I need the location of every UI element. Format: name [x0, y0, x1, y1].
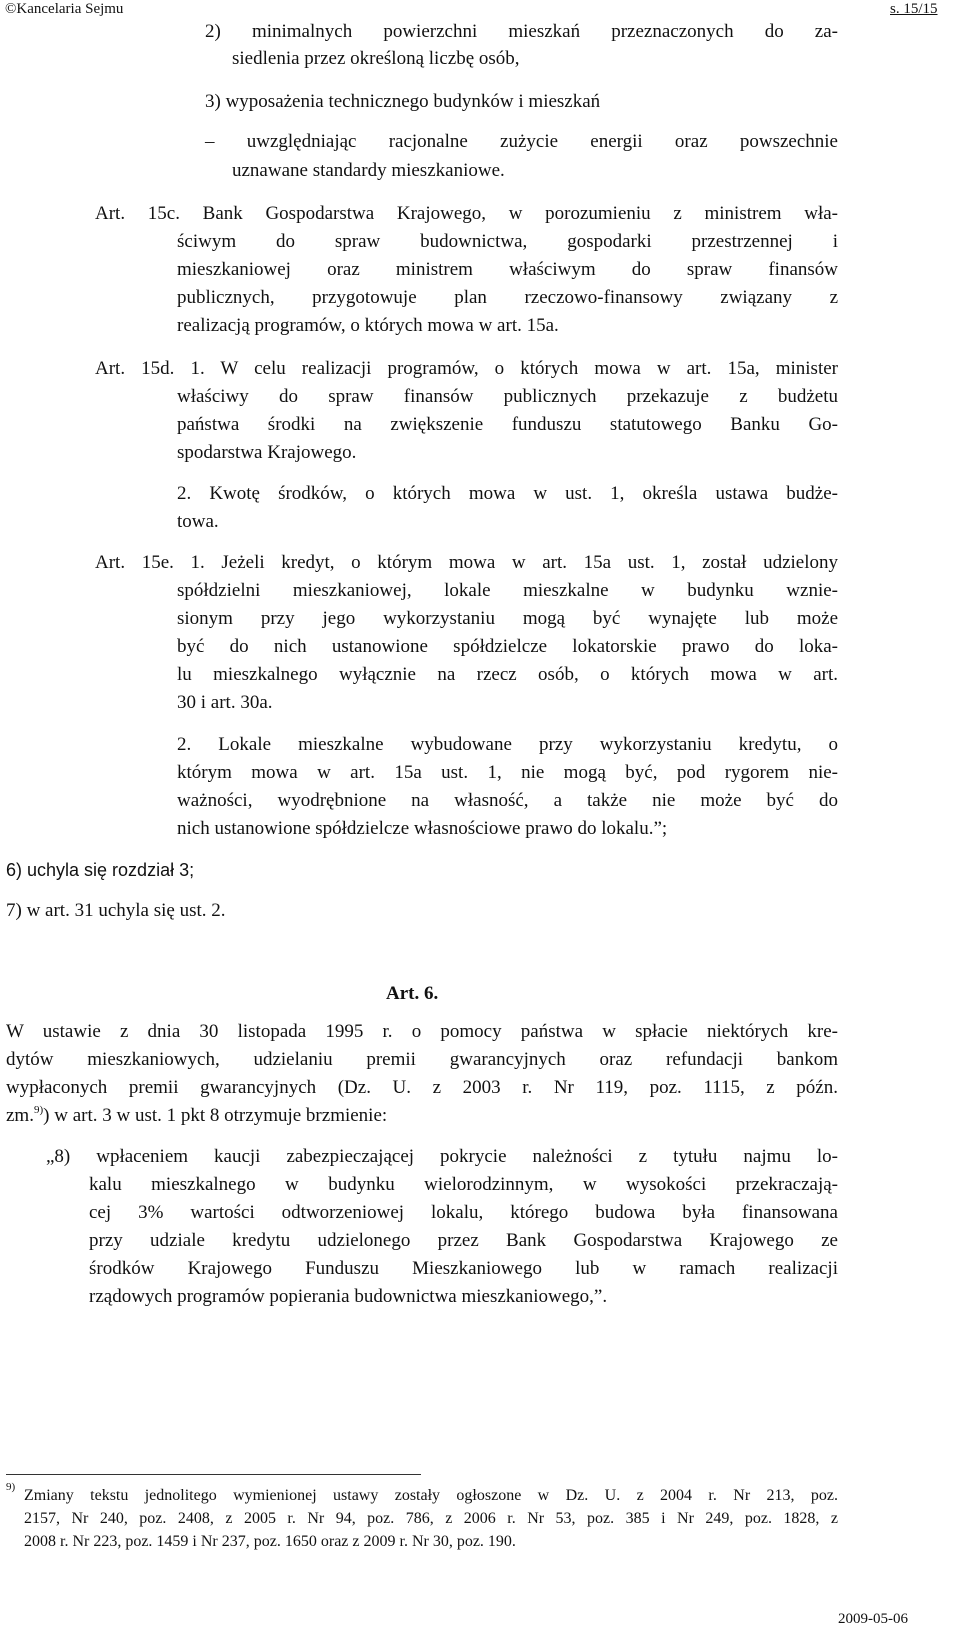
art-15d-line-1: Art. 15d. 1. W celu realizacji programów, o których mowa w art. 15a, minister: [95, 358, 838, 379]
page-number: s. 15/15: [890, 1, 938, 17]
quote-line-2: kalu mieszkalnego w budynku wielorodzinnym, w wysokości przekraczają-: [89, 1174, 838, 1195]
art-6-line-4: [6, 1104, 387, 1130]
footnote-divider: [6, 1474, 421, 1475]
art-6-line-4-end: ) w art. 3 w ust. 1 pkt 8 otrzymuje brzmienie:: [43, 1105, 388, 1126]
item-7: 7) w art. 31 uchyla się ust. 2.: [6, 900, 226, 921]
art-15e-line-2: spółdzielni mieszkaniowej, lokale mieszkalne w budynku wznie-: [177, 580, 838, 601]
art-15c-line-5: realizacją programów, o których mowa w art. 15a.: [177, 315, 559, 336]
art-6-line-2: dytów mieszkaniowych, udzielaniu premii gwarancyjnych oraz refundacji bankom: [6, 1049, 838, 1070]
footnote-marker: 9): [6, 1481, 16, 1493]
art-6-heading: Art. 6.: [386, 983, 439, 1004]
item-6: 6) uchyla się rozdział 3;: [6, 860, 195, 880]
art-15d-para-2-line-2: towa.: [177, 511, 219, 532]
footnote-reference-9[interactable]: 9): [33, 1104, 44, 1116]
quote-line-6: rządowych programów popierania budownictwa mieszkaniowego,”.: [89, 1286, 608, 1307]
art-15c-line-3: mieszkaniowej oraz ministrem właściwym do spraw finansów: [177, 259, 838, 280]
footnote-line-2: 2157, Nr 240, poz. 2408, z 2005 r. Nr 94, poz. 786, z 2006 r. Nr 53, poz. 385 i Nr 249, poz. 1828, z: [24, 1510, 838, 1527]
art-15c-line-4: publicznych, przygotowuje plan rzeczowo-finansowy związany z: [177, 287, 838, 308]
quote-line-3: cej 3% wartości odtworzeniowej lokalu, którego budowa była finansowana: [89, 1202, 838, 1223]
header-copyright: ©Kancelaria Sejmu: [5, 1, 124, 17]
art-15e-line-4: być do nich ustanowione spółdzielcze lokatorskie prawo do loka-: [177, 636, 838, 657]
art-15e-para-2-line-4: nich ustanowione spółdzielcze własnościowe prawo do lokalu.”;: [177, 818, 668, 839]
quote-line-5: środków Krajowego Funduszu Mieszkaniowego lub w ramach realizacji: [89, 1258, 838, 1279]
art-15e-line-6: 30 i art. 30a.: [177, 692, 273, 713]
item-2-line-2: siedlenia przez określoną liczbę osób,: [232, 48, 520, 69]
footer-date: 2009-05-06: [838, 1611, 908, 1627]
art-15c-line-1: Art. 15c. Bank Gospodarstwa Krajowego, w porozumieniu z ministrem wła-: [95, 203, 838, 224]
dash-clause-line-1: – uwzględniając racjonalne zużycie energii oraz powszechnie: [205, 131, 838, 152]
quote-line-1: „8) wpłaceniem kaucji zabezpieczającej pokrycie należności z tytułu najmu lo-: [46, 1146, 838, 1167]
art-15c-line-2: ściwym do spraw budownictwa, gospodarki przestrzennej i: [177, 231, 838, 252]
art-15e-line-1: Art. 15e. 1. Jeżeli kredyt, o którym mowa w art. 15a ust. 1, został udzielony: [95, 552, 838, 573]
art-15d-para-2-line-1: 2. Kwotę środków, o których mowa w ust. 1, określa ustawa budże-: [177, 483, 838, 504]
art-15e-para-2-line-1: 2. Lokale mieszkalne wybudowane przy wykorzystaniu kredytu, o: [177, 734, 838, 755]
footnote-line-1: Zmiany tekstu jednolitego wymienionej ustawy zostały ogłoszone w Dz. U. z 2004 r. Nr 213, poz.: [24, 1487, 838, 1504]
art-6-line-1: W ustawie z dnia 30 listopada 1995 r. o pomocy państwa w spłacie niektórych kre-: [6, 1021, 838, 1042]
art-15d-line-2: właściwy do spraw finansów publicznych przekazuje z budżetu: [177, 386, 838, 407]
item-3: 3) wyposażenia technicznego budynków i mieszkań: [205, 91, 601, 112]
art-15e-para-2-line-3: ważności, wyodrębnione na własność, a także nie może być do: [177, 790, 838, 811]
art-15d-line-4: spodarstwa Krajowego.: [177, 442, 357, 463]
art-6-line-3: wypłaconych premii gwarancyjnych (Dz. U. z 2003 r. Nr 119, poz. 1115, z późn.: [6, 1077, 838, 1098]
quote-line-4: przy udziale kredytu udzielonego przez Bank Gospodarstwa Krajowego ze: [89, 1230, 838, 1251]
item-2-line-1: 2) minimalnych powierzchni mieszkań przeznaczonych do za-: [205, 21, 838, 42]
art-6-line-4-start: zm.: [6, 1105, 34, 1126]
art-15e-para-2-line-2: którym mowa w art. 15a ust. 1, nie mogą być, pod rygorem nie-: [177, 762, 838, 783]
art-15e-line-5: lu mieszkalnego wyłącznie na rzecz osób, o których mowa w art.: [177, 664, 838, 685]
art-15d-line-3: państwa środki na zwiększenie funduszu statutowego Banku Go-: [177, 414, 838, 435]
art-15e-line-3: sionym przy jego wykorzystaniu mogą być wynajęte lub może: [177, 608, 838, 629]
footnote-line-3: 2008 r. Nr 223, poz. 1459 i Nr 237, poz. 1650 oraz z 2009 r. Nr 30, poz. 190.: [24, 1533, 516, 1550]
dash-clause-line-2: uznawane standardy mieszkaniowe.: [232, 160, 505, 181]
